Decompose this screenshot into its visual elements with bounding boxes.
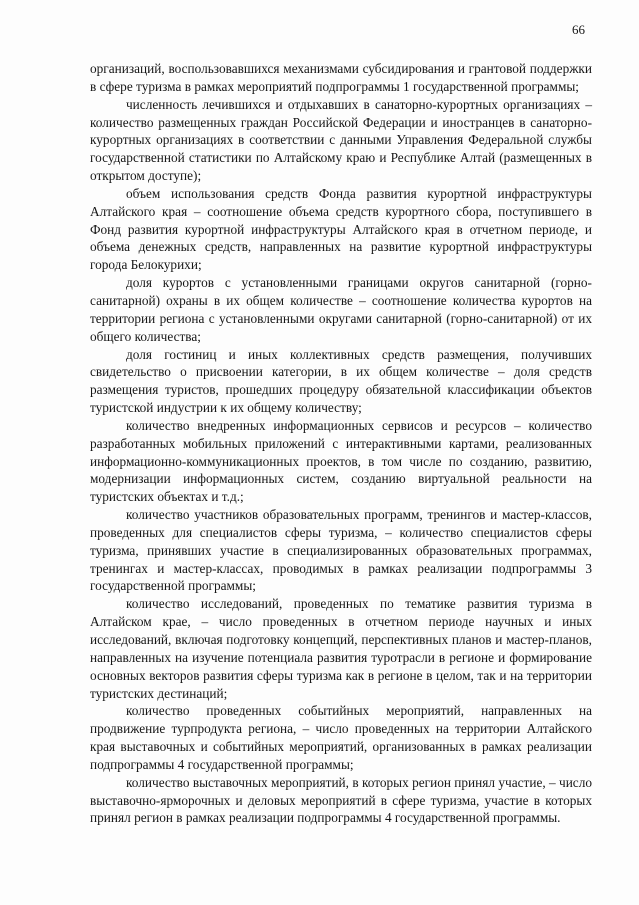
paragraph-resort-fund-usage: объем использования средств Фонда развития курортной инфраструктуры Алтайского края – соотношение объема средств курортного сбора, поступившего в Фонд развития курортной инфраструктуры Алтайского края в отчетном периоде, и объема денежных средств, направленных на развитие курортной инфраструктуры города Белокурихи;	[90, 185, 592, 273]
paragraph-event-promotions: количество проведенных событийных мероприятий, направленных на продвижение турпродукта региона, – число проведенных на территории Алтайского края выставочных и событийных мероприятий, организованных в рамках реализации подпрограммы 4 государственной программы;	[90, 703, 592, 772]
page-number: 66	[572, 22, 585, 37]
document-body	[90, 60, 592, 827]
paragraph-resort-sanitary-zones: доля курортов с установленными границами округов санитарной (горно-санитарной) охраны в их общем количестве – соотношение количества курортов на территории региона с установленными округами санитарной (горно-санитарной) от их общего количества;	[90, 275, 592, 344]
paragraph-exhibition-participation: количество выставочных мероприятий, в которых регион принял участие, – число выставочно-ярморочных и деловых мероприятий в сфере туризма, участие в которых принял регион в рамках реализации подпрограммы 4 государственной программы.	[90, 774, 592, 826]
paragraph-hotel-categories: доля гостиниц и иных коллективных средств размещения, получивших свидетельство о присвоении категории, в их общем количестве – доля средств размещения туристов, прошедших процедуру обязательной классификации объектов туристской индустрии к их общему количеству;	[90, 346, 592, 416]
paragraph-training-participants: количество участников образовательных программ, тренингов и мастер-классов, проведенных для специалистов сферы туризма, – количество специалистов сферы туризма, принявших участие в специализированных образовательных программах, тренингах и мастер-классах, проводимых в рамках реализации подпрограммы 3 государственной программы;	[90, 507, 592, 594]
paragraph-continuation: организаций, воспользовавшихся механизмами субсидирования и грантовой поддержки в сфере туризма в рамках мероприятий подпрограммы 1 государственной программы;	[90, 61, 592, 94]
paragraph-information-services: количество внедренных информационных сервисов и ресурсов – количество разработанных мобильных приложений с интерактивными картами, реализованных информационно-коммуникационных проектов, в том числе по созданию, развитию, модернизации информационных систем, созданию виртуальной реальности на туристских объектах и т.д.;	[90, 417, 592, 505]
paragraph-sanatorium-patients: численность лечившихся и отдыхавших в санаторно-курортных организациях – количество размещенных граждан Российской Федерации и иностранцев в санаторно-курортных организациях в соответствии с данными Управления Федеральной службы государственной статистики по Алтайскому краю и Республике Алтай (размещенных в открытом доступе);	[90, 96, 592, 184]
paragraph-tourism-research: количество исследований, проведенных по тематике развития туризма в Алтайском крае, – число проведенных в отчетном периоде научных и иных исследований, включая подготовку концепций, перспективных планов и мастер-планов, направленных на изучение потенциала развития туротрасли в регионе и формирование основных векторов развития сферы туризма как в регионе в целом, так и на территории туристских дестинаций;	[90, 596, 592, 701]
